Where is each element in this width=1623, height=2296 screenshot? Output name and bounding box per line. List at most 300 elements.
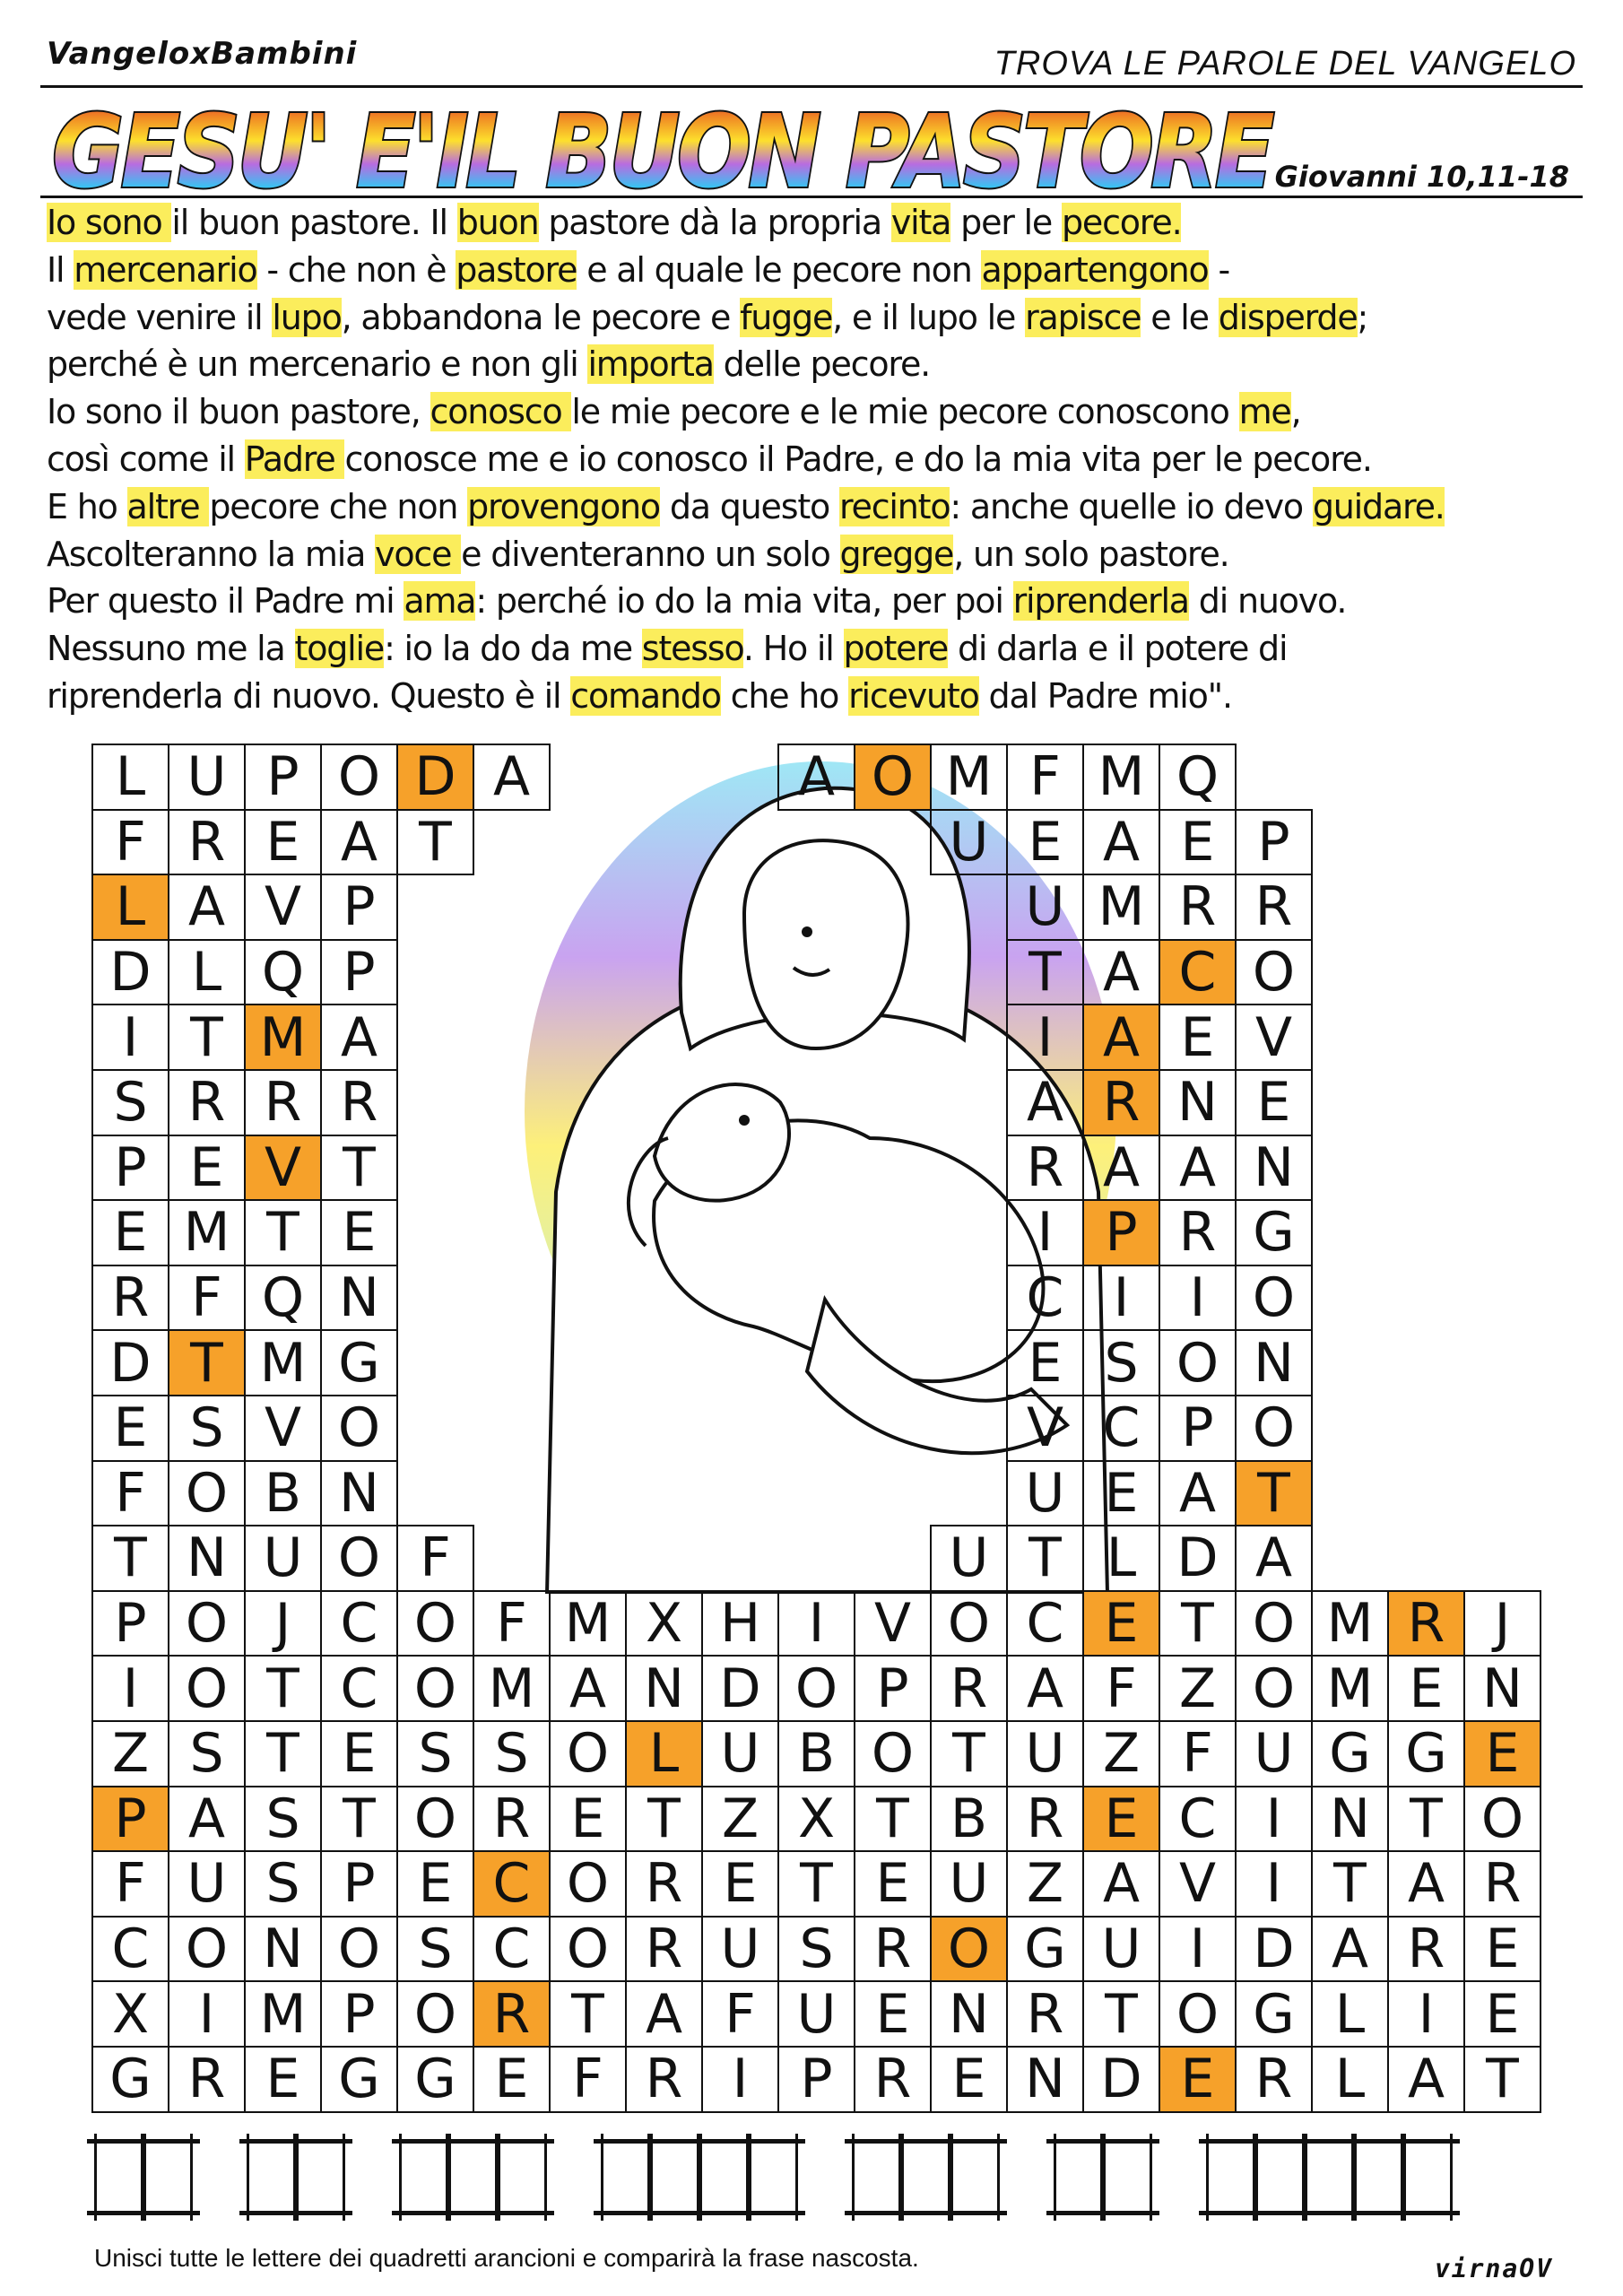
grid-cell[interactable]: R [1387,1916,1465,1983]
grid-cell[interactable]: E [1082,1786,1160,1853]
grid-cell[interactable]: S [168,1720,246,1787]
grid-cell[interactable]: M [168,1199,246,1266]
grid-cell[interactable]: R [854,1916,932,1983]
passage-text: . Ho il [742,629,844,669]
grid-cell[interactable]: R [625,1850,703,1918]
grid-cell[interactable]: V [244,1395,322,1462]
grid-cell[interactable]: C [1159,939,1237,1006]
grid-cell[interactable]: T [244,1199,322,1266]
grid-cell[interactable]: F [91,809,169,876]
grid-cell[interactable]: N [1311,1786,1389,1853]
grid-cell[interactable]: B [777,1720,855,1787]
grid-cell[interactable]: T [168,1004,246,1071]
grid-cell[interactable]: X [625,1590,703,1657]
grid-cell[interactable]: R [1235,874,1313,941]
grid-cell[interactable]: C [1159,1786,1237,1853]
grid-cell[interactable]: L [1311,2046,1389,2113]
grid-cell[interactable]: M [244,1980,322,2048]
grid-cell[interactable]: P [1235,809,1313,876]
grid-cell[interactable]: Z [1006,1850,1084,1918]
highlighted-word: gregge [839,534,954,574]
grid-cell[interactable]: R [168,809,246,876]
grid-cell[interactable]: D [701,1655,779,1722]
grid-cell[interactable]: R [625,2046,703,2113]
grid-cell[interactable]: E [1387,1655,1465,1722]
grid-cell[interactable]: R [1006,1980,1084,2048]
grid-cell[interactable]: I [91,1655,169,1722]
grid-cell[interactable]: U [701,1720,779,1787]
grid-cell[interactable]: A [1159,1460,1237,1527]
grid-cell[interactable]: E [701,1850,779,1918]
grid-cell[interactable]: O [168,1916,246,1983]
grid-cell[interactable]: A [1082,1135,1160,1202]
grid-cell[interactable]: I [91,1004,169,1071]
grid-cell[interactable]: O [1159,1329,1237,1396]
grid-cell[interactable]: C [1006,1265,1084,1332]
page-subtitle: TROVA LE PAROLE DEL VANGELO [994,45,1576,83]
grid-cell[interactable]: A [473,744,551,811]
grid-cell[interactable]: E [396,1850,474,1918]
grid-cell[interactable]: E [244,809,322,876]
grid-cell[interactable]: T [244,1655,322,1722]
grid-cell[interactable]: M [244,1004,322,1071]
grid-cell[interactable]: E [854,1850,932,1918]
grid-cell[interactable]: E [1463,1980,1541,2048]
grid-cell[interactable]: I [1159,1265,1237,1332]
grid-cell[interactable]: R [1082,1069,1160,1136]
grid-cell[interactable]: F [701,1980,779,2048]
grid-cell[interactable]: E [320,1720,398,1787]
grid-cell[interactable]: T [854,1786,932,1853]
grid-cell[interactable]: A [1082,809,1160,876]
grid-cell[interactable]: N [320,1460,398,1527]
grid-cell[interactable]: O [1159,1980,1237,2048]
grid-cell[interactable]: T [244,1720,322,1787]
grid-cell[interactable]: O [1235,1655,1313,1722]
grid-cell[interactable]: T [1006,1525,1084,1592]
grid-cell[interactable]: R [168,2046,246,2113]
grid-cell[interactable]: N [1159,1069,1237,1136]
grid-cell[interactable]: C [1082,1395,1160,1462]
grid-cell[interactable]: A [1235,1525,1313,1592]
grid-cell[interactable]: L [625,1720,703,1787]
grid-cell[interactable]: O [549,1850,627,1918]
grid-cell[interactable]: O [320,744,398,811]
grid-cell[interactable]: A [1082,1850,1160,1918]
grid-cell[interactable]: A [1082,1004,1160,1071]
grid-cell[interactable]: T [396,809,474,876]
grid-cell[interactable]: P [777,2046,855,2113]
answer-slot[interactable] [1305,2134,1354,2221]
grid-cell[interactable]: C [320,1590,398,1657]
grid-cell[interactable]: P [320,1850,398,1918]
grid-cell[interactable]: I [1159,1916,1237,1983]
grid-cell[interactable]: J [1463,1590,1541,1657]
grid-cell[interactable]: D [1159,1525,1237,1592]
grid-cell[interactable]: F [396,1525,474,1592]
passage-line [47,483,1589,531]
grid-cell[interactable]: P [320,874,398,941]
grid-cell[interactable]: S [396,1720,474,1787]
grid-cell[interactable]: S [244,1850,322,1918]
grid-cell[interactable]: P [91,1590,169,1657]
grid-cell[interactable]: A [777,744,855,811]
grid-cell[interactable]: M [1311,1655,1389,1722]
passage-text: - [1208,249,1229,290]
grid-cell[interactable]: M [1082,874,1160,941]
answer-slot[interactable] [296,2134,345,2221]
grid-cell[interactable]: T [1235,1460,1313,1527]
grid-cell[interactable]: R [1387,1590,1465,1657]
grid-cell[interactable]: T [1159,1590,1237,1657]
grid-cell[interactable]: U [777,1980,855,2048]
grid-cell[interactable]: A [1082,939,1160,1006]
grid-cell[interactable]: U [1082,1916,1160,1983]
grid-cell[interactable]: P [320,1980,398,2048]
grid-cell[interactable]: O [1235,1590,1313,1657]
passage-line [47,247,1589,294]
grid-cell[interactable]: R [1006,1786,1084,1853]
grid-cell[interactable]: S [1082,1329,1160,1396]
grid-cell[interactable]: V [854,1590,932,1657]
answer-slot[interactable] [699,2134,749,2221]
grid-cell[interactable]: N [625,1655,703,1722]
grid-cell[interactable]: N [1235,1135,1313,1202]
grid-cell[interactable]: E [1463,1720,1541,1787]
grid-cell[interactable]: A [549,1655,627,1722]
grid-cell[interactable]: D [396,744,474,811]
grid-cell[interactable]: G [1311,1720,1389,1787]
grid-cell[interactable]: T [777,1850,855,1918]
answer-slot[interactable] [1054,2134,1103,2221]
grid-cell[interactable]: A [1006,1069,1084,1136]
grid-cell[interactable]: A [1159,1135,1237,1202]
answer-slot[interactable] [498,2134,547,2221]
grid-cell[interactable]: P [320,939,398,1006]
grid-cell[interactable]: U [1006,1720,1084,1787]
grid-cell[interactable]: T [930,1720,1008,1787]
word-search-grid [91,744,1544,2112]
grid-cell[interactable]: A [320,809,398,876]
grid-cell[interactable]: O [168,1655,246,1722]
grid-cell[interactable]: I [777,1590,855,1657]
grid-cell[interactable]: R [1006,1135,1084,1202]
grid-cell[interactable]: O [549,1916,627,1983]
grid-cell[interactable]: Q [1159,744,1237,811]
grid-cell[interactable]: U [168,744,246,811]
grid-cell[interactable]: F [91,1850,169,1918]
grid-cell[interactable]: U [168,1850,246,1918]
grid-cell[interactable]: U [1006,874,1084,941]
grid-cell[interactable]: O [1235,1395,1313,1462]
grid-cell[interactable]: E [91,1395,169,1462]
answer-slot[interactable] [247,2134,296,2221]
grid-cell[interactable]: O [396,1980,474,2048]
grid-cell[interactable]: U [1235,1720,1313,1787]
highlighted-word: fugge [740,297,833,337]
answer-slot[interactable] [901,2134,950,2221]
grid-cell[interactable]: Z [91,1720,169,1787]
grid-cell[interactable]: R [854,2046,932,2113]
answer-slot[interactable] [749,2134,798,2221]
grid-cell[interactable]: R [625,1916,703,1983]
instructions: Unisci tutte le lettere dei quadretti arancioni e comparirà la frase nascosta. [94,2244,919,2272]
grid-cell[interactable]: I [1006,1004,1084,1071]
grid-cell[interactable]: O [777,1655,855,1722]
grid-cell[interactable]: I [168,1980,246,2048]
grid-cell[interactable]: R [168,1069,246,1136]
grid-cell[interactable]: O [549,1720,627,1787]
grid-cell[interactable]: M [930,744,1008,811]
grid-cell[interactable]: F [168,1265,246,1332]
grid-cell[interactable]: A [1311,1916,1389,1983]
answer-slot[interactable] [1403,2134,1453,2221]
grid-cell[interactable]: N [320,1265,398,1332]
answer-slot[interactable] [399,2134,448,2221]
grid-cell[interactable]: E [549,1786,627,1853]
grid-cell[interactable]: R [473,1980,551,2048]
grid-cell[interactable]: F [473,1590,551,1657]
grid-cell[interactable]: A [1387,2046,1465,2113]
grid-cell[interactable]: L [168,939,246,1006]
grid-cell[interactable]: M [1082,744,1160,811]
grid-cell[interactable]: E [1159,1004,1237,1071]
grid-cell[interactable]: A [625,1980,703,2048]
answer-slot[interactable] [852,2134,901,2221]
answer-slot[interactable] [650,2134,699,2221]
grid-cell[interactable]: Z [1082,1720,1160,1787]
grid-cell[interactable]: O [168,1590,246,1657]
grid-cell[interactable]: F [91,1460,169,1527]
grid-cell[interactable]: I [1235,1786,1313,1853]
grid-cell[interactable]: T [1311,1850,1389,1918]
answer-slot[interactable] [143,2134,193,2221]
grid-cell[interactable]: P [1159,1395,1237,1462]
grid-cell[interactable]: C [473,1850,551,1918]
grid-cell[interactable]: T [1082,1980,1160,2048]
grid-cell[interactable]: O [396,1655,474,1722]
grid-cell[interactable]: C [1006,1590,1084,1657]
grid-cell[interactable]: U [930,1850,1008,1918]
highlighted-word: potere [843,629,949,669]
grid-cell[interactable]: N [1463,1655,1541,1722]
grid-cell[interactable]: S [168,1395,246,1462]
grid-cell[interactable]: J [244,1590,322,1657]
grid-cell[interactable]: T [91,1525,169,1592]
grid-cell[interactable]: L [1082,1525,1160,1592]
grid-cell[interactable]: Q [244,1265,322,1332]
grid-cell[interactable]: R [244,1069,322,1136]
grid-cell[interactable]: N [1235,1329,1313,1396]
grid-cell[interactable]: A [168,1786,246,1853]
grid-cell[interactable]: I [701,2046,779,2113]
grid-cell[interactable]: G [1235,1980,1313,2048]
grid-cell[interactable]: X [91,1980,169,2048]
grid-cell[interactable]: S [244,1786,322,1853]
grid-cell[interactable]: M [473,1655,551,1722]
grid-cell[interactable]: P [91,1135,169,1202]
grid-cell[interactable]: O [320,1395,398,1462]
grid-cell[interactable]: E [1159,809,1237,876]
grid-cell[interactable]: Q [244,939,322,1006]
grid-cell[interactable]: V [244,874,322,941]
grid-cell[interactable]: O [168,1460,246,1527]
grid-cell[interactable]: T [1387,1786,1465,1853]
grid-cell[interactable]: E [930,2046,1008,2113]
grid-cell[interactable]: L [1311,1980,1389,2048]
grid-cell[interactable]: A [320,1004,398,1071]
grid-cell[interactable]: M [244,1329,322,1396]
answer-slot[interactable] [448,2134,498,2221]
grid-cell[interactable]: G [1006,1916,1084,1983]
grid-cell[interactable]: E [1082,1460,1160,1527]
grid-cell[interactable]: O [320,1916,398,1983]
grid-cell[interactable]: N [930,1980,1008,2048]
grid-cell[interactable]: X [777,1786,855,1853]
grid-cell[interactable]: C [473,1916,551,1983]
grid-cell[interactable]: T [1006,939,1084,1006]
grid-cell[interactable]: V [1159,1850,1237,1918]
grid-cell[interactable]: F [1006,744,1084,811]
grid-cell[interactable]: E [1006,809,1084,876]
grid-cell[interactable]: R [1463,1850,1541,1918]
grid-cell[interactable]: B [930,1786,1008,1853]
highlighted-word: vita [890,203,951,242]
answer-slot[interactable] [1255,2134,1305,2221]
grid-cell[interactable]: G [320,1329,398,1396]
grid-cell[interactable]: E [1082,1590,1160,1657]
grid-cell[interactable]: Z [701,1786,779,1853]
grid-cell[interactable]: M [549,1590,627,1657]
grid-cell[interactable]: E [168,1135,246,1202]
grid-cell[interactable]: R [473,1786,551,1853]
grid-cell[interactable]: R [1159,1199,1237,1266]
grid-cell[interactable]: Z [1159,1655,1237,1722]
grid-cell[interactable]: E [320,1199,398,1266]
grid-cell[interactable]: D [1082,2046,1160,2113]
grid-cell[interactable]: E [244,2046,322,2113]
grid-cell[interactable]: P [1082,1199,1160,1266]
grid-cell[interactable]: I [1006,1199,1084,1266]
grid-cell[interactable]: V [1006,1395,1084,1462]
grid-cell[interactable]: G [320,2046,398,2113]
answer-slot[interactable] [601,2134,650,2221]
grid-cell[interactable]: V [1235,1004,1313,1071]
grid-cell[interactable]: N [1006,2046,1084,2113]
grid-cell[interactable]: F [549,2046,627,2113]
grid-cell[interactable]: T [320,1786,398,1853]
grid-cell[interactable]: A [1387,1850,1465,1918]
grid-cell[interactable]: E [1006,1329,1084,1396]
grid-cell[interactable]: T [549,1980,627,2048]
grid-cell[interactable]: G [396,2046,474,2113]
grid-cell[interactable]: R [1235,2046,1313,2113]
passage-text: che ho [720,675,849,716]
grid-cell[interactable]: B [244,1460,322,1527]
grid-cell[interactable]: R [930,1655,1008,1722]
grid-cell[interactable]: S [473,1720,551,1787]
grid-cell[interactable]: O [396,1786,474,1853]
grid-cell[interactable]: P [91,1786,169,1853]
grid-cell[interactable]: D [91,939,169,1006]
grid-cell[interactable]: S [91,1069,169,1136]
grid-cell[interactable]: O [930,1916,1008,1983]
grid-cell[interactable]: U [1006,1460,1084,1527]
grid-cell[interactable]: G [91,2046,169,2113]
grid-cell[interactable]: E [91,1199,169,1266]
grid-cell[interactable]: E [854,1980,932,2048]
grid-cell[interactable]: V [244,1135,322,1202]
grid-cell[interactable]: C [320,1655,398,1722]
grid-cell[interactable]: O [854,744,932,811]
grid-cell[interactable]: O [1235,1265,1313,1332]
answer-slot[interactable] [1354,2134,1403,2221]
grid-cell[interactable]: R [1159,874,1237,941]
grid-cell[interactable]: T [168,1329,246,1396]
grid-cell[interactable]: E [473,2046,551,2113]
grid-cell[interactable]: P [244,744,322,811]
grid-cell[interactable]: L [91,744,169,811]
grid-cell[interactable]: U [930,809,1008,876]
answer-slot[interactable] [1103,2134,1152,2221]
grid-cell[interactable]: R [91,1265,169,1332]
grid-cell[interactable]: T [320,1135,398,1202]
grid-cell[interactable]: H [701,1590,779,1657]
grid-cell[interactable]: S [777,1916,855,1983]
grid-cell[interactable]: O [854,1720,932,1787]
grid-cell[interactable]: E [1235,1069,1313,1136]
grid-cell[interactable]: C [91,1916,169,1983]
grid-cell[interactable]: I [1387,1980,1465,2048]
answer-slot[interactable] [1206,2134,1255,2221]
grid-cell[interactable]: L [91,874,169,941]
grid-cell[interactable]: E [1159,2046,1237,2113]
grid-cell[interactable]: R [320,1069,398,1136]
grid-cell[interactable]: N [168,1525,246,1592]
passage-line [47,673,1589,720]
grid-cell[interactable]: U [244,1525,322,1592]
grid-cell[interactable]: O [930,1590,1008,1657]
grid-cell[interactable]: O [1463,1786,1541,1853]
grid-cell[interactable]: U [701,1916,779,1983]
highlighted-word: Padre [244,439,345,479]
grid-cell[interactable]: O [396,1590,474,1657]
grid-cell[interactable]: G [1387,1720,1465,1787]
grid-cell[interactable]: A [1006,1655,1084,1722]
grid-cell[interactable]: E [1463,1916,1541,1983]
grid-cell[interactable]: D [91,1329,169,1396]
grid-cell[interactable]: P [854,1655,932,1722]
grid-cell[interactable]: F [1159,1720,1237,1787]
grid-cell[interactable]: I [1235,1850,1313,1918]
passage-text: , [1290,392,1301,432]
grid-cell[interactable]: S [396,1916,474,1983]
answer-slot[interactable] [950,2134,1000,2221]
grid-cell[interactable]: N [244,1916,322,1983]
grid-cell[interactable]: I [1082,1265,1160,1332]
grid-cell[interactable]: F [1082,1655,1160,1722]
grid-cell[interactable]: O [1235,939,1313,1006]
answer-slot[interactable] [94,2134,143,2221]
grid-cell[interactable]: T [1463,2046,1541,2113]
grid-cell[interactable]: G [1235,1199,1313,1266]
grid-cell[interactable]: U [930,1525,1008,1592]
grid-cell[interactable]: O [320,1525,398,1592]
grid-cell[interactable]: A [168,874,246,941]
grid-cell[interactable]: T [625,1786,703,1853]
grid-cell[interactable]: D [1235,1916,1313,1983]
grid-cell[interactable]: M [1311,1590,1389,1657]
